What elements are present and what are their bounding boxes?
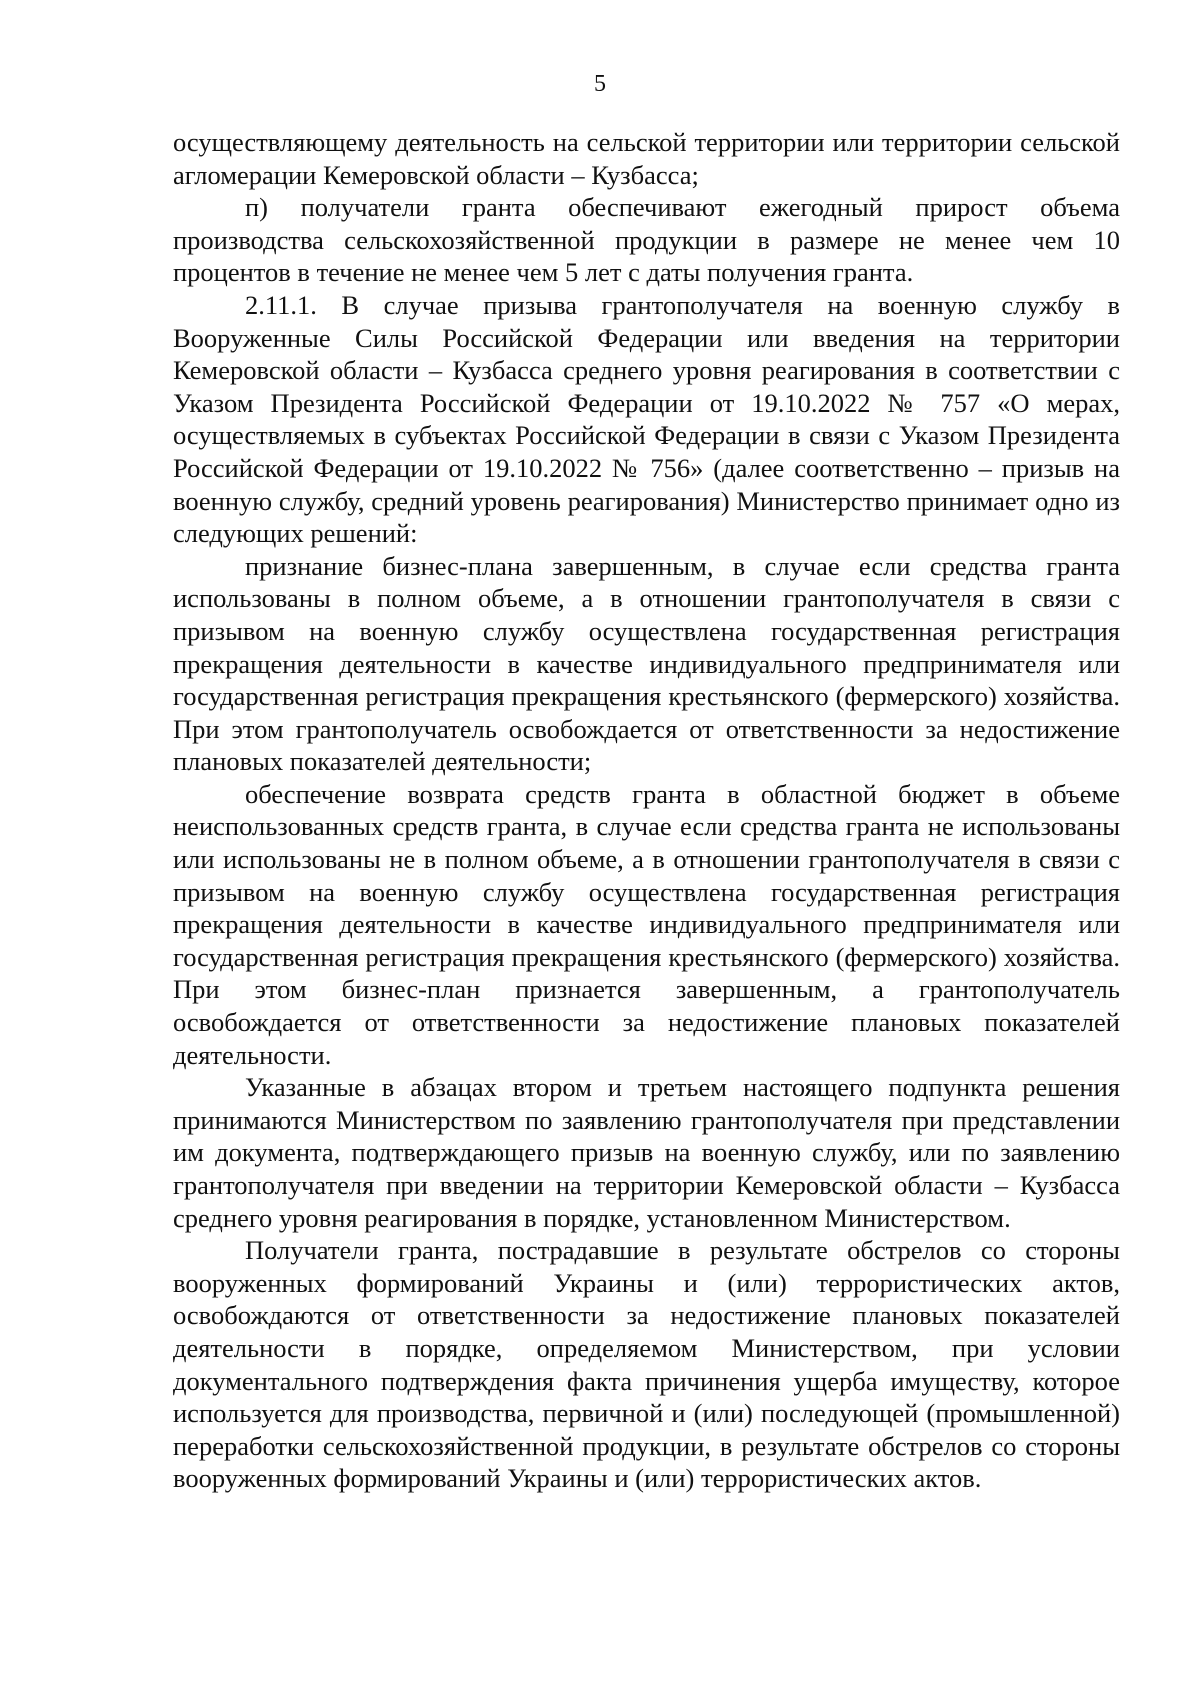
paragraph-continuation: осуществляющему деятельность на сельской территории или территории сельской агломерации Кемеровской области – Кузбасса;: [173, 127, 1120, 190]
page-number: 5: [594, 71, 606, 97]
paragraph-item-p: п) получатели гранта обеспечивают ежегодный прирост объема производства сельскохозяйственной продукции в размере не менее чем 10 процентов в течение не менее чем 5 лет с даты получения гранта.: [173, 192, 1120, 288]
paragraph-2-11-1: 2.11.1. В случае призыва грантополучателя на военную службу в Вооруженные Силы Российской Федерации или введения на территории Кемеровской области – Кузбасса среднего уровня реагирования в соответствии с Указом Президента Российской Федерации от 19.10.2022 № 757 «О мерах, осуществляемых в субъектах Российской Федерации в связи с Указом Президента Российской Федерации от 19.10.2022 № 756» (далее соответственно – призыв на военную службу, средний уровень реагирования) Министерство принимает одно из следующих решений:: [173, 289, 1120, 549]
paragraph-shelling-exemption: Получатели гранта, пострадавшие в результате обстрелов со стороны вооруженных формирований Украины и (или) террористических актов, освобождаются от ответственности за недостижение плановых показателей деятельности в порядке, определяемом Министерством, при условии документального подтверждения факта причинения ущерба имуществу, которое используется для производства, первичной и (или) последующей (промышленной) переработки сельскохозяйственной продукции, в результате обстрелов со стороны вооруженных формирований Украины и (или) террористических актов.: [173, 1235, 1120, 1494]
paragraph-decision-2: обеспечение возврата средств гранта в областной бюджет в объеме неиспользованных средств гранта, в случае если средства гранта не использованы или использованы не в полном объеме, а в отношении грантополучателя в связи с призывом на военную службу осуществлена государственная регистрация прекращения деятельности в качестве индивидуального предпринимателя или государственная регистрация прекращения крестьянского (фермерского) хозяйства. При этом бизнес-план признается завершенным, а грантополучатель освобождается от ответственности за недостижение плановых показателей деятельности.: [173, 778, 1120, 1070]
paragraph-decisions-procedure: Указанные в абзацах втором и третьем настоящего подпункта решения принимаются Министерством по заявлению грантополучателя при представлении им документа, подтверждающего призыв на военную службу, или по заявлению грантополучателя при введении на территории Кемеровской области – Кузбасса среднего уровня реагирования в порядке, установленном Министерством.: [173, 1072, 1120, 1233]
document-body: [173, 126, 1120, 1495]
paragraph-decision-1: признание бизнес-плана завершенным, в случае если средства гранта использованы в полном объеме, а в отношении грантополучателя в связи с призывом на военную службу осуществлена государственная регистрация прекращения деятельности в качестве индивидуального предпринимателя или государственная регистрация прекращения крестьянского (фермерского) хозяйства. При этом грантополучатель освобождается от ответственности за недостижение плановых показателей деятельности;: [173, 550, 1120, 777]
